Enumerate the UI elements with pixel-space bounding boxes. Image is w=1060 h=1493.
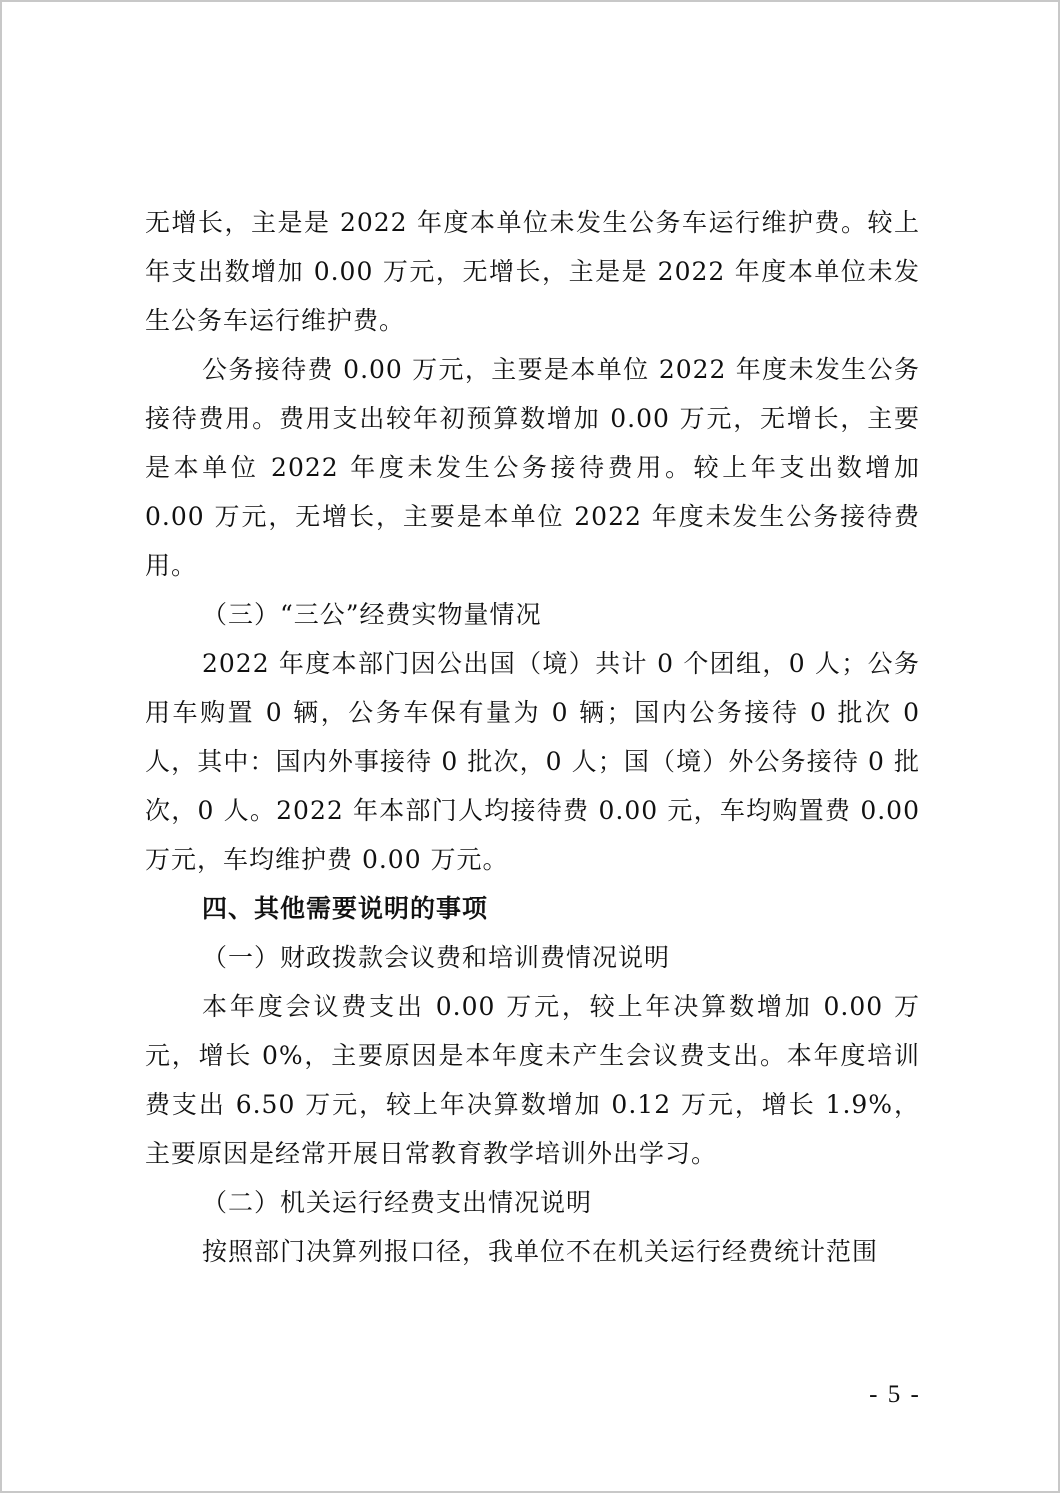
paragraph-physical-quantity: 2022 年度本部门因公出国（境）共计 0 个团组，0 人；公务用车购置 0 辆，公务车保有量为 0 辆；国内公务接待 0 批次 0 人，其中：国内外事接待 0 批次，0 人；国（境）外公务接待 0 批次，0 人。2022 年本部门人均接待费 0.00 元，车均购置费 0.00 万元，车均维护费 0.00 万元。 — [145, 649, 920, 874]
paragraph-vehicle-maintenance: 无增长，主是是 2022 年度本单位未发生公务车运行维护费。较上年支出数增加 0.00 万元，无增长，主是是 2022 年度本单位未发生公务车运行维护费。 — [145, 208, 920, 335]
heading-operating-expenses: （二）机关运行经费支出情况说明 — [202, 1188, 593, 1217]
heading-other-matters: 四、其他需要说明的事项 — [202, 894, 489, 923]
heading-three-public-physical: （三）“三公”经费实物量情况 — [202, 600, 542, 629]
paragraph-meeting-training: 本年度会议费支出 0.00 万元，较上年决算数增加 0.00 万元，增长 0%，主要原因是本年度未产生会议费支出。本年度培训费支出 6.50 万元，较上年决算数增加 0.12 万元，增长 1.9%，主要原因是经常开展日常教育教学培训外出学习。 — [145, 992, 920, 1168]
paragraph-reception-fee: 公务接待费 0.00 万元，主要是本单位 2022 年度未发生公务接待费用。费用支出较年初预算数增加 0.00 万元，无增长，主要是本单位 2022 年度未发生公务接待费用。较上年支出数增加 0.00 万元，无增长，主要是本单位 2022 年度未发生公务接待费用。 — [145, 355, 920, 580]
paragraph-operating-expenses: 按照部门决算列报口径，我单位不在机关运行经费统计范围 — [202, 1237, 879, 1266]
page-number: - 5 - — [869, 1381, 921, 1408]
heading-meeting-training: （一）财政拨款会议费和培训费情况说明 — [202, 943, 671, 972]
document-body — [145, 198, 920, 1276]
